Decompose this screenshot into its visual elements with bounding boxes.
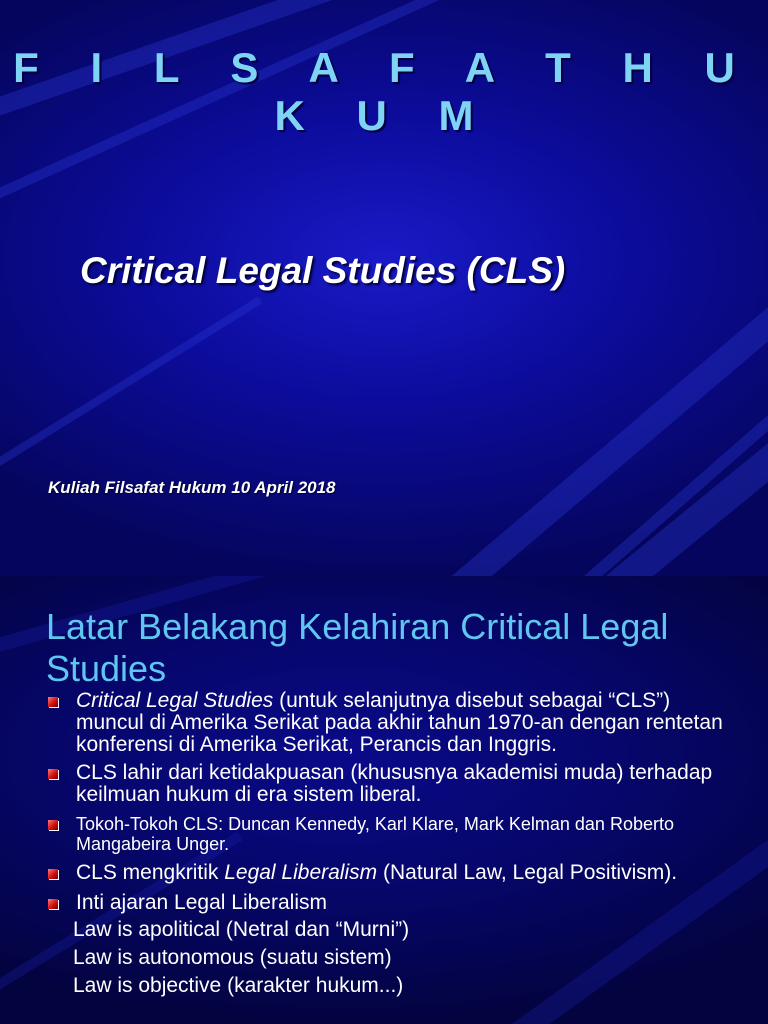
bullet-square-icon <box>48 769 58 779</box>
bullet-text: CLS mengkritik <box>76 861 225 884</box>
bullet-emphasis: Critical Legal Studies <box>76 689 274 712</box>
bullet-emphasis: Legal Liberalism <box>224 861 378 884</box>
bullet-square-icon <box>48 869 58 879</box>
bullet-text: Inti ajaran Legal Liberalism <box>76 891 327 914</box>
bullet-item <box>0 814 768 854</box>
bullet-square-icon <box>48 820 58 830</box>
lecture-date: Kuliah Filsafat Hukum 10 April 2018 <box>48 478 336 497</box>
bullet-text: CLS lahir dari ketidakpuasan (khususnya akademisi muda) terhadap keilmuan hukum di era sistem liberal. <box>76 761 713 806</box>
bullet-text: Tokoh-Tokoh CLS: Duncan Kennedy, Karl Klare, Mark Kelman dan Roberto Mangabeira Unger. <box>76 814 674 854</box>
sub-line: Law is apolitical (Netral dan “Murni”) <box>73 918 410 941</box>
bullet-list <box>0 690 768 1000</box>
content-slide <box>0 576 768 1024</box>
bullet-item <box>0 762 768 806</box>
presentation-title: F I L S A F A T H U K U M <box>13 44 755 139</box>
presentation-subtitle: Critical Legal Studies (CLS) <box>80 250 566 291</box>
bullet-item <box>0 892 768 914</box>
slide-heading: Latar Belakang Kelahiran Critical Legal Studies <box>46 606 669 689</box>
sub-line: Law is autonomous (suatu sistem) <box>73 946 392 969</box>
sub-line: Law is objective (karakter hukum...) <box>73 974 404 997</box>
bullet-square-icon <box>48 697 58 707</box>
bullet-item <box>0 862 768 884</box>
bullet-text: (untuk selanjutnya disebut sebagai “CLS”) muncul di Amerika Serikat pada akhir tahun 1970-an dengan rentetan konferensi di Amerika Serikat, Perancis dan Inggris. <box>76 689 723 756</box>
bullet-text: (Natural Law, Legal Positivism). <box>377 861 678 884</box>
bullet-item <box>0 690 768 756</box>
bullet-square-icon <box>48 899 58 909</box>
